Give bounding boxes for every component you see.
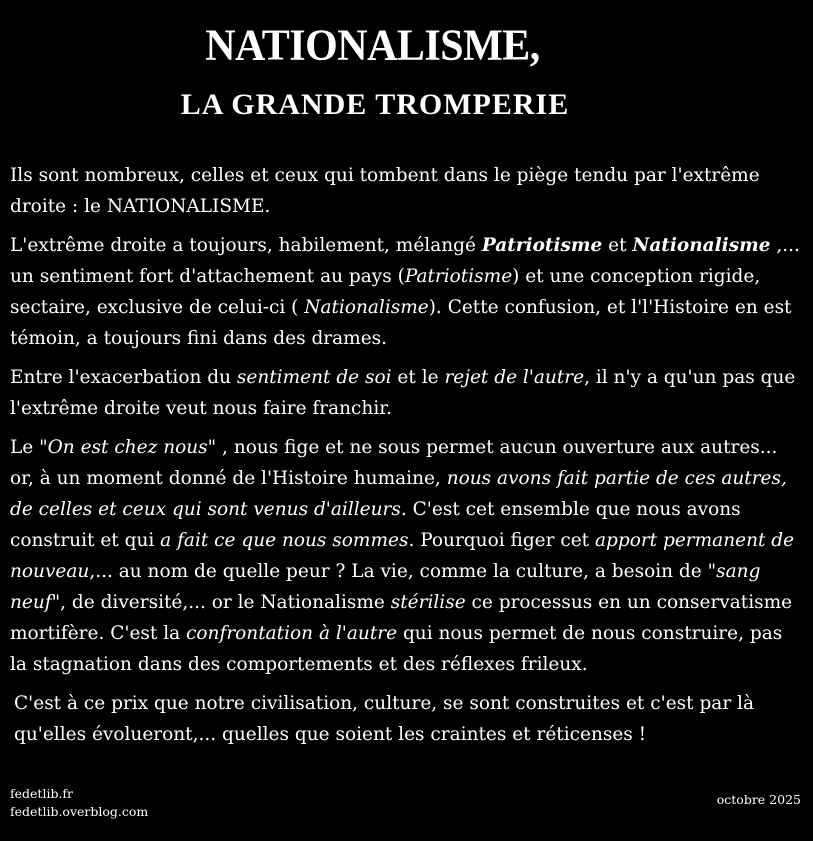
article-body <box>10 160 805 758</box>
footer-date: octobre 2025 <box>716 792 801 807</box>
paragraph-3: Entre l'exacerbation du sentiment de soi et le rejet de l'autre, il n'y a qu'un pas que l'extrême droite veut nous faire franchir. <box>10 367 796 419</box>
footer-site-2: fedetlib.overblog.com <box>10 804 149 819</box>
paragraph-5: C'est à ce prix que notre civilisation, culture, se sont construites et c'est par là qu'elles évolueront,... quelles que soient les craintes et réticenses ! <box>14 693 754 745</box>
paragraph-4: Le "On est chez nous" , nous fige et ne sous permet aucun ouverture aux autres... or, à un moment donné de l'Histoire humaine, nous avons fait partie de ces autres, de celles et ceux qui sont venus d'ailleurs. C'est cet ensemble que nous avons construit et qui a fait ce que nous sommes. Pourquoi figer cet apport permanent de nouveau,... au nom de quelle peur ? La vie, comme la culture, a besoin de "sang neuf", de diversité,... or le Nationalisme stérilise ce processus en un conservatisme mortifère. C'est la confrontation à l'autre qui nous permet de nous construire, pas la stagnation dans des comportements et des réflexes frileux. <box>10 437 795 675</box>
page-title: NATIONALISME, <box>205 21 540 71</box>
footer-sites <box>10 785 148 821</box>
page-subtitle: LA GRANDE TROMPERIE <box>180 88 570 121</box>
paragraph-2: L'extrême droite a toujours, habilement, mélangé Patriotisme et Nationalisme ,... un sentiment fort d'attachement au pays (Patriotisme) et une conception rigide, sectaire, exclusive de celui-ci ( Nationalisme). Cette confusion, et l'l'Histoire en est témoin, a toujours fini dans des drames. <box>10 235 800 349</box>
paragraph-1: Ils sont nombreux, celles et ceux qui tombent dans le piège tendu par l'extrême droite : le NATIONALISME. <box>10 165 760 217</box>
emphasis-patriotisme: Patriotisme <box>481 235 603 256</box>
emphasis-nationalisme: Nationalisme <box>632 235 771 256</box>
footer-site-1: fedetlib.fr <box>10 786 74 801</box>
